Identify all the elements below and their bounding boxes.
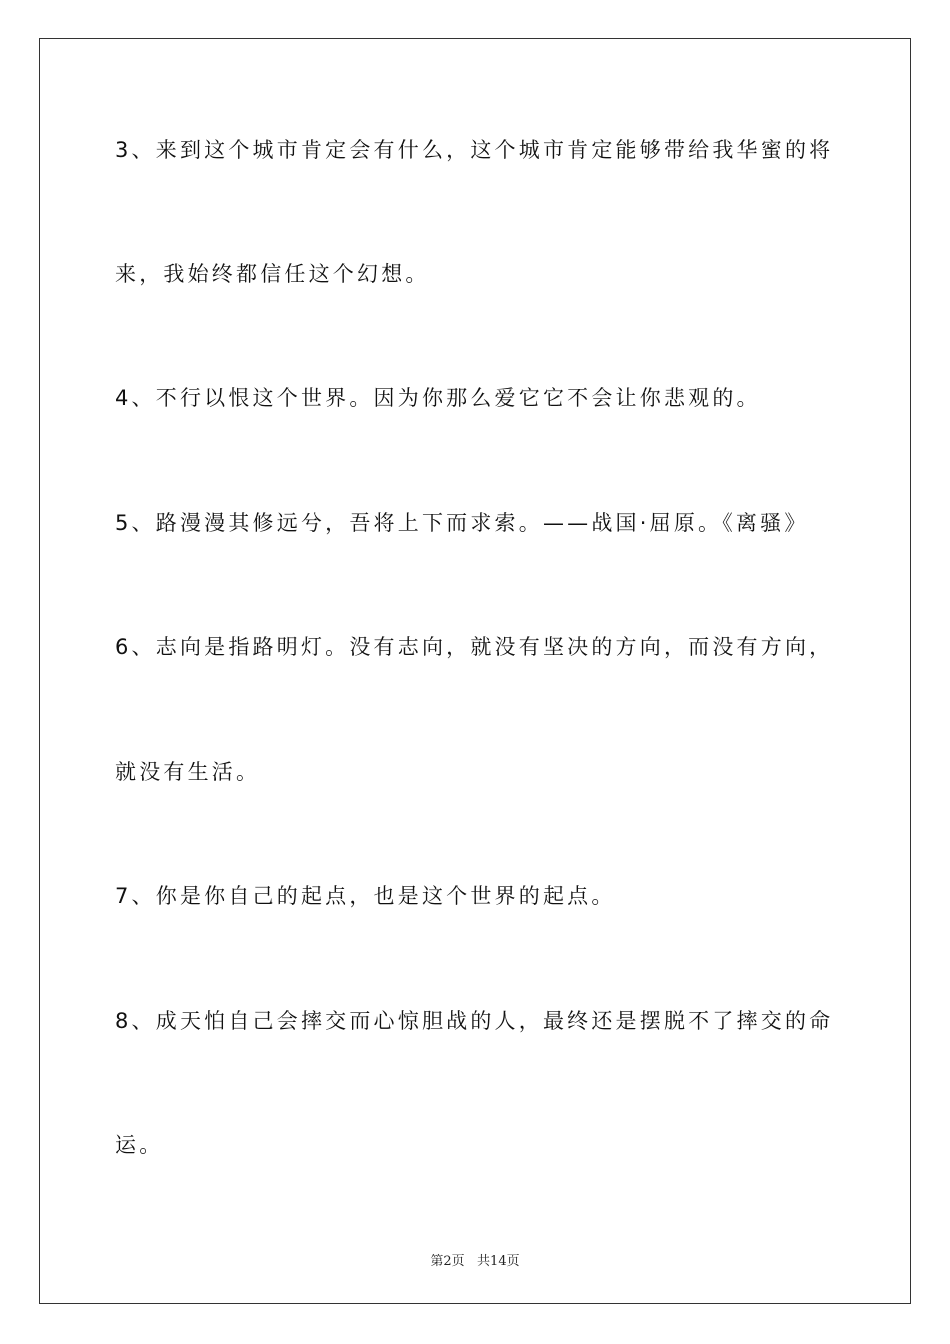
text-line: 就没有生活。 (115, 760, 261, 784)
text-line: 6、志向是指路明灯。没有志向，就没有坚决的方向，而没有方向， (115, 635, 834, 659)
page-number: 第2页 共14页 (430, 1254, 520, 1269)
text-line: 3、来到这个城市肯定会有什么，这个城市肯定能够带给我华蜜的将 (115, 138, 834, 162)
text-line: 来，我始终都信任这个幻想。 (115, 262, 430, 286)
text-line: 运。 (115, 1133, 164, 1157)
page-border (39, 38, 911, 1304)
text-line: 8、成天怕自己会摔交而心惊胆战的人，最终还是摆脱不了摔交的命 (115, 1009, 834, 1033)
text-line: 4、不行以恨这个世界。因为你那么爱它它不会让你悲观的。 (115, 386, 761, 410)
text-line: 7、你是你自己的起点，也是这个世界的起点。 (115, 884, 616, 908)
text-line: 5、路漫漫其修远兮，吾将上下而求索。——战国·屈原。《离骚》 (115, 511, 809, 535)
